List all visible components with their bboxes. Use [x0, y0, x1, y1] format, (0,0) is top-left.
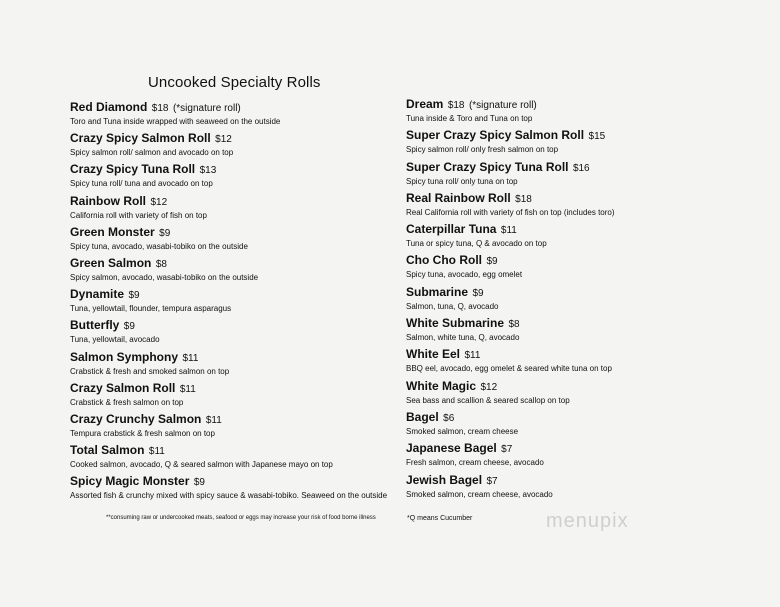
menu-item-name: White Submarine: [406, 316, 505, 331]
menu-item-description: Cooked salmon, avocado, Q & seared salmon with Japanese mayo on top: [70, 460, 333, 470]
menu-item: [70, 192, 390, 223]
menu-item-heading: [70, 129, 390, 147]
menu-item: [406, 377, 706, 408]
menu-item-price: $13: [199, 165, 217, 177]
left-column: [70, 98, 390, 503]
menu-item-heading: [406, 251, 706, 269]
menu-item-price: $11: [182, 352, 199, 364]
menu-item-name: Submarine: [406, 284, 469, 299]
menu-item-name: Spicy Magic Monster: [70, 474, 190, 489]
menu-item-heading: [406, 314, 706, 332]
menu-item-name: Rainbow Roll: [70, 193, 146, 208]
menu-item-price: $11: [500, 225, 517, 237]
menu-item-price: $8: [155, 258, 167, 270]
menu-item-heading: [406, 408, 706, 426]
menu-item-description: Crabstick & fresh salmon on top: [70, 397, 184, 407]
menu-item-price: $8: [508, 319, 520, 331]
menu-item-price: $15: [588, 131, 606, 143]
menu-item-heading: [406, 345, 706, 363]
menu-item-name: Dynamite: [70, 287, 125, 302]
menu-item: [406, 283, 706, 314]
menu-item-heading: [70, 441, 390, 459]
menu-item-heading: [406, 377, 706, 395]
menu-item-price: $9: [472, 287, 484, 299]
menu-item-name: Salmon Symphony: [70, 349, 179, 364]
menu-item: [406, 189, 706, 220]
menu-item: [70, 160, 390, 191]
menu-item-heading: [406, 220, 706, 238]
cucumber-footnote: *Q means Cucumber: [407, 515, 473, 522]
menu-item: [406, 251, 706, 282]
menu-item-note: (*signature roll): [172, 103, 241, 114]
menu-item-heading: [406, 126, 706, 144]
menu-item-name: Total Salmon: [70, 443, 145, 458]
menu-item-price: $12: [150, 196, 168, 208]
menu-item-description: Spicy tuna, avocado, wasabi-tobiko on the outside: [70, 241, 248, 251]
menu-item-name: Red Diamond: [70, 100, 148, 114]
menu-item: [70, 348, 390, 379]
menu-item-name: Bagel: [406, 409, 439, 424]
menu-item-name: Real Rainbow Roll: [406, 190, 511, 205]
menu-item-name: Super Crazy Spicy Salmon Roll: [406, 128, 585, 143]
menu-item-name: Super Crazy Spicy Tuna Roll: [406, 159, 569, 174]
menu-item: [70, 223, 390, 254]
menu-item-name: Green Salmon: [70, 255, 152, 270]
menu-item-price: $6: [443, 412, 455, 424]
menu-item-name: Crazy Crunchy Salmon: [70, 411, 202, 426]
menu-item-heading: [406, 471, 706, 489]
right-column: [406, 95, 706, 502]
menu-item-price: $16: [572, 162, 590, 174]
menu-item-name: Butterfly: [70, 318, 120, 333]
menu-item-price: $9: [128, 290, 140, 302]
menu-item-description: Tuna, yellowtail, avocado: [70, 335, 160, 345]
menu-item-description: Sea bass and scallion & seared scallop on top: [406, 395, 570, 405]
menu-item-heading: [406, 283, 706, 301]
menu-item: [70, 254, 390, 285]
menu-item-description: Toro and Tuna inside wrapped with seaweed on the outside: [70, 117, 281, 126]
menu-item: [70, 472, 390, 503]
menu-item: [70, 98, 390, 129]
menu-item-description: California roll with variety of fish on top: [70, 210, 207, 220]
menu-item-heading: [406, 439, 706, 457]
menu-item-description: Tuna, yellowtail, flounder, tempura asparagus: [70, 304, 232, 314]
menu-item-name: Crazy Spicy Salmon Roll: [70, 131, 211, 146]
health-warning-footnote: **consuming raw or undercooked meats, seafood or eggs may increase your risk of food borne illness: [106, 515, 376, 521]
menu-item: [406, 95, 706, 126]
watermark-logo: menupix: [546, 510, 629, 532]
menu-item: [70, 285, 390, 316]
menu-item-heading: [70, 98, 390, 116]
menu-item-heading: [70, 192, 390, 210]
menu-item-name: Dream: [406, 97, 444, 111]
menu-item-description: BBQ eel, avocado, egg omelet & seared white tuna on top: [406, 364, 612, 374]
menu-item: [406, 126, 706, 157]
menu-item-heading: [70, 410, 390, 428]
menu-item: [406, 471, 706, 502]
menu-item-price: $11: [464, 350, 481, 362]
menu-item: [70, 379, 390, 410]
menu-item: [406, 158, 706, 189]
menu-item-price: $9: [159, 227, 171, 239]
menu-item-price: $18: [151, 103, 169, 114]
menu-item-description: Crabstick & fresh and smoked salmon on top: [70, 366, 230, 376]
menu-item-name: Japanese Bagel: [406, 441, 497, 456]
menu-item-description: Spicy tuna roll/ tuna and avocado on top: [70, 179, 213, 189]
menu-item-price: $11: [205, 414, 222, 426]
menu-item-description: Spicy salmon, avocado, wasabi-tobiko on the outside: [70, 272, 259, 282]
menu-item-heading: [406, 189, 706, 207]
page-title: Uncooked Specialty Rolls: [148, 74, 321, 91]
menu-item-price: $18: [515, 193, 532, 205]
menu-item-heading: [406, 158, 706, 176]
menu-item-description: Tempura crabstick & fresh salmon on top: [70, 428, 215, 438]
menu-item-name: Crazy Spicy Tuna Roll: [70, 162, 196, 177]
menu-item-price: $7: [501, 444, 513, 456]
menu-item: [406, 314, 706, 345]
menu-item-description: Real California roll with variety of fish on top (includes toro): [406, 207, 615, 217]
menu-item: [70, 316, 390, 347]
menu-item-heading: [70, 472, 390, 490]
menu-item: [70, 129, 390, 160]
menu-item-name: Caterpillar Tuna: [406, 222, 497, 237]
menu-item-heading: [70, 285, 390, 303]
menu-item-price: $12: [480, 381, 498, 393]
menu-item: [406, 408, 706, 439]
menu-item-price: $12: [215, 134, 232, 146]
menu-item-price: $7: [486, 475, 498, 487]
menu-item-price: $9: [193, 477, 205, 489]
menu-item-heading: [70, 160, 390, 178]
menu-item-description: Tuna or spicy tuna, Q & avocado on top: [406, 239, 547, 249]
menu-item-name: White Magic: [406, 378, 477, 393]
menu-item-heading: [406, 95, 706, 113]
menu-item: [406, 345, 706, 376]
menu-item-description: Assorted fish & crunchy mixed with spicy sauce & wasabi-tobiko. Seaweed on the outside: [70, 491, 388, 501]
menu-item-price: $11: [148, 446, 165, 458]
menu-item-name: Cho Cho Roll: [406, 253, 482, 268]
menu-item: [406, 439, 706, 470]
menu-item: [70, 410, 390, 441]
menu-item-heading: [70, 254, 390, 272]
menu-item-description: Smoked salmon, cream cheese: [406, 426, 519, 436]
menu-item: [70, 441, 390, 472]
menu-item-description: Smoked salmon, cream cheese, avocado: [406, 489, 553, 499]
menu-item-name: Crazy Salmon Roll: [70, 380, 176, 395]
menu-item-name: Jewish Bagel: [406, 472, 483, 487]
menu-item-description: Tuna inside & Toro and Tuna on top: [406, 114, 533, 123]
menu-item-heading: [70, 379, 390, 397]
menu-item-description: Salmon, tuna, Q, avocado: [406, 301, 499, 311]
menu-item-heading: [70, 316, 390, 334]
menu-item-name: Green Monster: [70, 224, 155, 239]
menu-item-note: (*signature roll): [468, 100, 537, 111]
menu-item-price: $9: [123, 321, 135, 333]
menu-item-price: $11: [179, 383, 196, 395]
menu-item-price: $9: [486, 256, 498, 268]
menu-item-description: Spicy tuna, avocado, egg omelet: [406, 270, 523, 280]
menu-item: [406, 220, 706, 251]
menu-item-heading: [70, 348, 390, 366]
menu-item-name: White Eel: [406, 347, 461, 362]
menu-item-description: Fresh salmon, cream cheese, avocado: [406, 458, 544, 468]
menu-item-price: $18: [447, 100, 465, 111]
menu-item-description: Spicy salmon roll/ only fresh salmon on top: [406, 145, 559, 155]
menu-item-heading: [70, 223, 390, 241]
menu-item-description: Salmon, white tuna, Q, avocado: [406, 333, 520, 343]
menu-item-description: Spicy tuna roll/ only tuna on top: [406, 176, 518, 186]
menu-item-description: Spicy salmon roll/ salmon and avocado on top: [70, 148, 234, 158]
